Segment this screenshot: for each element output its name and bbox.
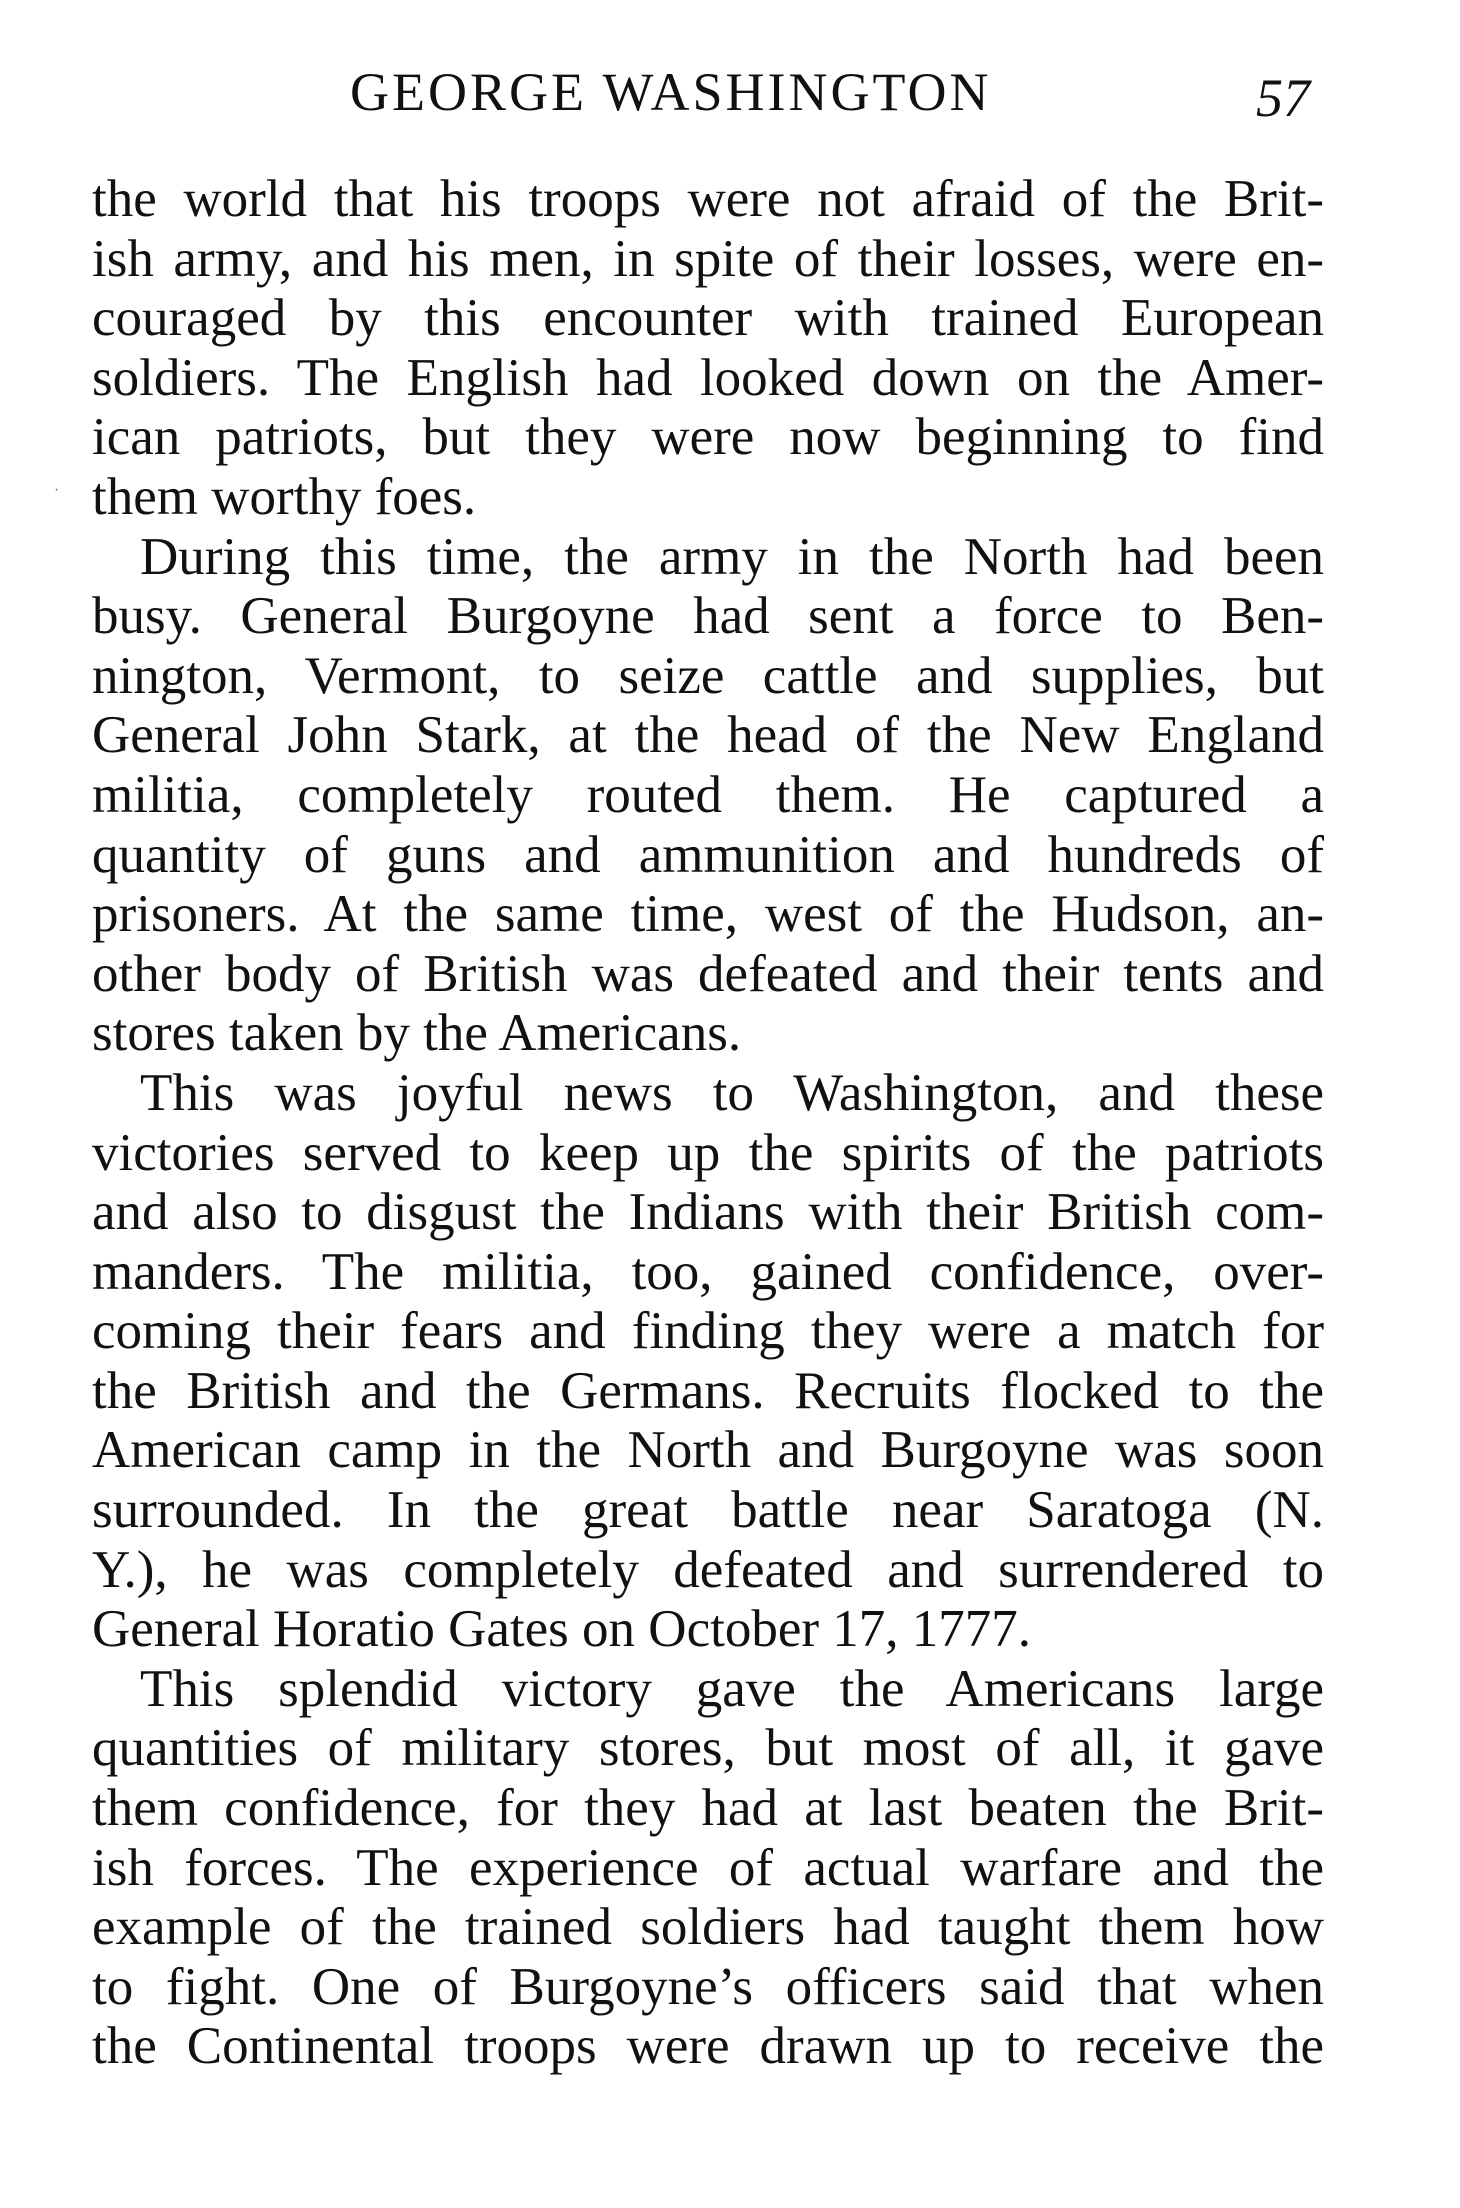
text-line: militia, completely routed them. He captured a bbox=[92, 765, 1324, 824]
text-line: General Horatio Gates on October 17, 1777. bbox=[92, 1600, 1031, 1659]
page-number: 57 bbox=[1256, 68, 1310, 128]
text-line: This splendid victory gave the Americans large bbox=[140, 1659, 1324, 1718]
running-head bbox=[90, 52, 1320, 132]
text-line: quantity of guns and ammunition and hundreds of bbox=[92, 825, 1324, 884]
text-line: prisoners. At the same time, west of the Hudson, an- bbox=[92, 885, 1324, 944]
text-line: the British and the Germans. Recruits flocked to the bbox=[92, 1361, 1324, 1420]
text-line: other body of British was defeated and their tents and bbox=[92, 944, 1324, 1003]
text-line: General John Stark, at the head of the New England bbox=[92, 706, 1324, 765]
text-line: example of the trained soldiers had taught them how bbox=[92, 1898, 1324, 1957]
text-line: coming their fears and finding they were a match for bbox=[92, 1302, 1324, 1361]
text-line: American camp in the North and Burgoyne was soon bbox=[92, 1421, 1324, 1480]
text-line: ican patriots, but they were now beginning to find bbox=[92, 408, 1324, 467]
text-line: During this time, the army in the North had been bbox=[140, 527, 1324, 586]
text-line: the Continental troops were drawn up to receive the bbox=[92, 2017, 1324, 2076]
text-line: victories served to keep up the spirits of the patriots bbox=[92, 1123, 1324, 1182]
text-line: to fight. One of Burgoyne’s officers said that when bbox=[92, 1957, 1324, 2016]
body-text bbox=[92, 170, 1324, 2077]
text-line: soldiers. The English had looked down on the Amer- bbox=[92, 348, 1324, 407]
text-line: busy. General Burgoyne had sent a force to Ben- bbox=[92, 587, 1324, 646]
text-line: surrounded. In the great battle near Saratoga (N. bbox=[92, 1481, 1324, 1540]
text-line: them confidence, for they had at last beaten the Brit- bbox=[92, 1779, 1324, 1838]
text-line: This was joyful news to Washington, and these bbox=[140, 1063, 1324, 1122]
text-line: the world that his troops were not afraid of the Brit- bbox=[92, 170, 1324, 228]
text-line: manders. The militia, too, gained confidence, over- bbox=[92, 1242, 1324, 1301]
text-line: couraged by this encounter with trained European bbox=[92, 289, 1324, 348]
text-line: nington, Vermont, to seize cattle and supplies, but bbox=[92, 646, 1324, 705]
text-line: stores taken by the Americans. bbox=[92, 1004, 742, 1063]
text-line: and also to disgust the Indians with their British com- bbox=[92, 1183, 1324, 1242]
margin-mark: · bbox=[54, 482, 60, 499]
text-line: ish forces. The experience of actual warfare and the bbox=[92, 1838, 1324, 1897]
text-line: quantities of military stores, but most of all, it gave bbox=[92, 1719, 1324, 1778]
running-title: GEORGE WASHINGTON bbox=[350, 62, 992, 122]
text-line: ish army, and his men, in spite of their losses, were en- bbox=[92, 229, 1324, 288]
text-line: them worthy foes. bbox=[92, 467, 477, 526]
text-line: Y.), he was completely defeated and surrendered to bbox=[92, 1540, 1324, 1599]
